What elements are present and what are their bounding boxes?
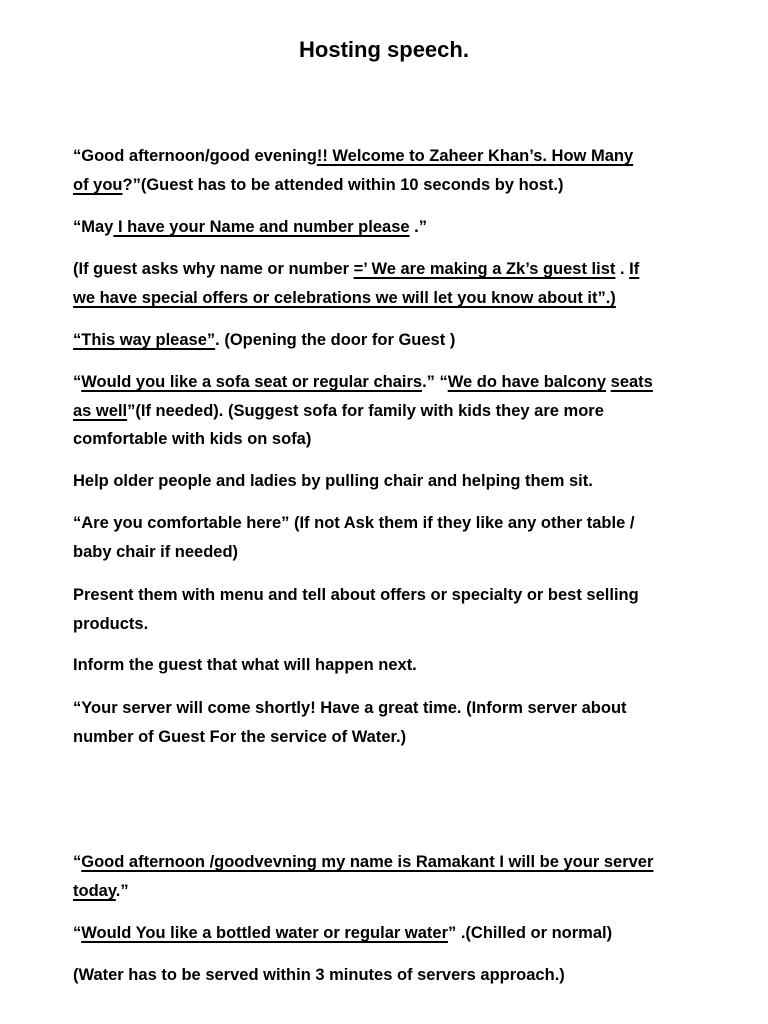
- text-run: ?”(Guest has to be attended within 10 seconds by host.): [122, 176, 564, 194]
- text-run: “Good afternoon/good evening: [73, 147, 317, 165]
- text-run: “Are you comfortable here” (If not Ask them if they like any other table /: [73, 514, 635, 532]
- text-run: comfortable with kids on sofa): [73, 430, 312, 448]
- paragraph-line: [73, 329, 455, 351]
- paragraph-line: [73, 258, 639, 280]
- underlined-text: I have your Name and number please: [113, 218, 410, 236]
- paragraph-line: [73, 400, 604, 422]
- underlined-text: Would You like a bottled water or regular water: [81, 924, 448, 942]
- paragraph-line: [73, 584, 639, 606]
- text-run: “: [73, 373, 82, 391]
- text-run: number of Guest For the service of Water.): [73, 728, 407, 746]
- underlined-text: seats: [610, 373, 653, 391]
- paragraph-line: [73, 470, 593, 492]
- text-run: Inform the guest that what will happen next.: [73, 656, 417, 674]
- paragraph-line: [73, 922, 612, 944]
- text-run: ” .(Chilled or normal): [448, 924, 613, 942]
- paragraph-line: [73, 145, 633, 167]
- text-run: products.: [73, 615, 149, 633]
- underlined-text: We do have balcony: [447, 373, 607, 391]
- underlined-text: of you: [73, 176, 123, 194]
- underlined-text: !! Welcome to Zaheer Khan’s. How Many: [316, 147, 634, 165]
- paragraph-line: [73, 428, 311, 450]
- text-run: baby chair if needed): [73, 543, 239, 561]
- underlined-text: we have special offers or celebrations we will let you know about it”.): [73, 289, 616, 307]
- text-run: .”: [409, 218, 427, 236]
- underlined-text: =’ We are making a Zk’s guest list: [353, 260, 616, 278]
- text-run: “: [73, 853, 82, 871]
- underlined-text: as well: [73, 402, 128, 420]
- paragraph-line: [73, 287, 616, 309]
- underlined-text: today: [73, 882, 116, 900]
- text-run: (Water has to be served within 3 minutes of servers approach.): [73, 966, 565, 984]
- underlined-text: Good afternoon /goodvevning my name is Ramakant I will be your server: [81, 853, 654, 871]
- paragraph-line: [73, 851, 653, 873]
- underlined-text: “This way please”: [73, 331, 216, 349]
- paragraph-line: [73, 697, 627, 719]
- text-run: .” “: [422, 373, 448, 391]
- text-run: .”: [115, 882, 129, 900]
- underlined-text: Would you like a sofa seat or regular chairs: [81, 373, 423, 391]
- paragraph-line: [73, 512, 634, 534]
- text-run: “Your server will come shortly! Have a great time. (Inform server about: [73, 699, 627, 717]
- text-run: (If guest asks why name or number: [73, 260, 354, 278]
- paragraph-line: [73, 964, 565, 986]
- underlined-text: If: [629, 260, 640, 278]
- paragraph-line: [73, 216, 427, 238]
- paragraph-line: [73, 174, 563, 196]
- text-run: .: [615, 260, 630, 278]
- text-run: . (Opening the door for Guest ): [215, 331, 456, 349]
- text-run: “May: [73, 218, 114, 236]
- paragraph-line: [73, 654, 417, 676]
- paragraph-line: [73, 541, 238, 563]
- text-run: Present them with menu and tell about offers or specialty or best selling: [73, 586, 639, 604]
- text-run: Help older people and ladies by pulling chair and helping them sit.: [73, 472, 593, 490]
- text-run: ”(If needed). (Suggest sofa for family with kids they are more: [127, 402, 604, 420]
- text-run: “: [73, 924, 82, 942]
- paragraph-line: [73, 880, 129, 902]
- paragraph-line: [73, 726, 406, 748]
- paragraph-line: [73, 613, 148, 635]
- document-title: Hosting speech.: [299, 37, 469, 62]
- paragraph-line: [73, 371, 653, 393]
